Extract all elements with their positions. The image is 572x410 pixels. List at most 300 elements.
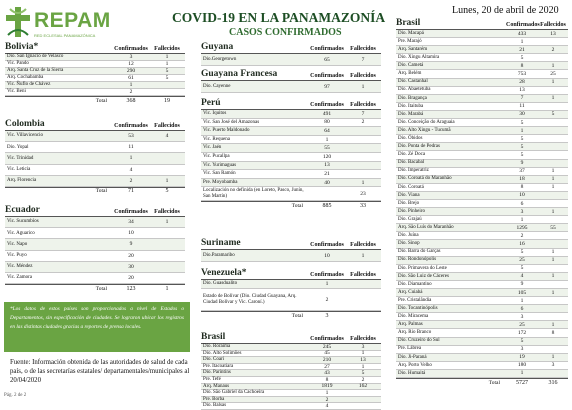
country-name: Guyana [201,42,234,52]
row-confirmados: 1 [520,370,524,377]
row-location: Dio. Alto Solimões [203,350,242,356]
table-row [396,79,568,87]
row-fallecidos: 13 [360,356,366,363]
row-confirmados: 34 [128,219,134,226]
row-location: Pre. Itacoatiara [203,363,234,369]
table-row [396,265,568,273]
col-confirmados: Confirmados [114,209,148,215]
row-fallecidos: 1 [551,176,555,183]
table-row [396,200,568,208]
row-confirmados: 8 [520,62,524,69]
row-fallecidos: 5 [361,370,365,377]
row-fallecidos: 1 [551,257,555,264]
total-label: Total [95,188,107,195]
row-confirmados: 18 [519,176,525,183]
row-confirmados: 65 [324,56,330,63]
row-location: Dio. Roraima [203,344,231,350]
row-location: Arq. Cochabamba [7,75,44,81]
row-fallecidos: 5 [165,68,169,74]
country-name: Perú [201,98,221,108]
table-row [396,192,568,200]
table-row [5,54,185,61]
table-row [5,273,185,284]
row-confirmados: 120 [322,153,332,160]
row-confirmados: 12 [128,61,134,67]
row-location: Vic. Requena [203,136,230,142]
section-header [201,42,381,54]
row-confirmados: 40 [324,179,330,186]
row-location: Vic. Méndez [7,264,33,270]
table-row [396,54,568,62]
row-location: Pre. Cristalândia [398,297,432,303]
row-location: Arq. Cuiabá [398,289,423,295]
table-row [396,297,568,305]
row-confirmados: 1 [325,281,329,287]
row-location: Arq. Belém [398,71,422,77]
row-location: Dio. São Gabriel da Cachoeira [203,390,265,396]
row-fallecidos: 1 [361,363,365,370]
section-header [201,98,381,110]
table-row [201,289,381,311]
country-name: Suriname [201,238,241,248]
total-row [201,201,381,209]
table-row [201,81,381,93]
table-row [201,127,381,136]
row-confirmados: 433 [517,30,527,37]
row-confirmados: 5 [520,143,524,150]
row-location: Arq. São Luís do Maranhão [398,225,454,231]
table-row [396,184,568,192]
table-row [396,119,568,127]
table-row [5,142,185,153]
row-fallecidos: 1 [551,184,555,191]
row-fallecidos: 1 [361,83,365,90]
table-row [396,313,568,321]
row-confirmados: 20 [128,252,134,259]
row-confirmados: 491 [322,110,332,117]
total-row [396,378,568,386]
row-location: Pre. Lábrea [398,346,422,352]
table-row [396,160,568,168]
row-confirmados: 55 [324,145,330,152]
row-location: Dio. Tocantinópolis [398,305,438,311]
row-location: Dio. Cayenne [203,83,231,89]
row-confirmados: 290 [126,68,136,74]
row-location: Dio. Alto Xingu - Tucumã [398,127,451,133]
row-confirmados: 13 [324,162,330,169]
section-header [5,42,185,54]
row-location: Dio. Sinop [398,241,420,247]
row-fallecidos: 8 [551,330,555,337]
table-row [5,228,185,239]
row-location: Arq. Rio Branco [398,330,432,336]
row-fallecidos: 1 [165,219,169,226]
table-row [201,280,381,289]
table-row [396,346,568,354]
row-confirmados: 5 [520,265,524,272]
page-number: Pág. 2 de 2 [4,393,27,398]
row-fallecidos: 13 [550,30,556,37]
report-date: Lunes, 20 de abril de 2020 [452,5,559,16]
table-row [5,75,185,82]
row-fallecidos: 7 [361,110,365,117]
row-fallecidos: 3 [551,362,555,369]
row-location: Dio. Castanhal [398,79,428,85]
section-venezuela [201,268,381,319]
total-row [5,284,185,292]
country-name: Venezuela* [201,268,247,278]
col-fallecidos: Fallecidos [154,123,180,129]
table-row [396,370,568,378]
row-confirmados: 25 [519,257,525,264]
row-confirmados: 1 [520,127,524,134]
row-confirmados: 21 [519,46,525,53]
total-fallecidos: 19 [164,97,170,104]
section-guyana_fr [201,69,381,93]
row-location: Dio. Grajaú [398,216,422,222]
row-confirmados: 5 [520,338,524,345]
row-location: Dio. Balsas [203,403,227,409]
row-confirmados: 13 [519,87,525,94]
row-fallecidos: 55 [550,224,556,231]
row-fallecidos: 1 [361,252,365,259]
table-row [396,257,568,265]
row-location: Vic. Puyo [7,252,27,258]
page-subtitle: CASOS CONFIRMADOS [229,27,342,38]
total-label: Total [291,312,303,319]
country-name: Brasil [201,332,226,342]
col-confirmados: Confirmados [114,123,148,129]
row-location: Dio. Bragança [398,95,427,101]
row-fallecidos: 1 [551,79,555,86]
row-location: Dio.Georgetown [203,56,237,62]
row-fallecidos: 1 [551,354,555,361]
col-confirmados: Confirmados [310,46,344,52]
row-location: Dio. Xingu Altamira [398,55,440,61]
country-name: Ecuador [5,205,40,215]
row-location: Dio. Brejo [398,200,420,206]
row-confirmados: 7 [520,95,524,102]
table-row [396,305,568,313]
row-location: Pre. Marajó [398,38,422,44]
table-row [396,354,568,362]
table-row [396,87,568,95]
total-fallecidos: 5 [165,188,169,195]
row-fallecidos: 1 [551,249,555,256]
row-confirmados: 3 [520,313,524,320]
table-row [396,168,568,176]
table-row [396,143,568,151]
table-row [5,61,185,68]
table-row [396,176,568,184]
row-confirmados: 5 [520,54,524,61]
row-location: Dio. Macapá [398,30,424,36]
table-row [396,70,568,78]
row-confirmados: 4 [325,403,329,410]
row-location: Dio. São Luiz de Cáceres [398,273,449,279]
row-location: Vic. Puerto Maldonado [203,128,250,134]
row-location: Dio. Coari [203,357,225,363]
col-confirmados: Confirmados [114,46,148,52]
row-fallecidos: 1 [551,62,555,69]
row-confirmados: 6 [520,305,524,312]
table-row [396,240,568,248]
repam-cross-icon [4,5,32,39]
row-location: Pre. Tefé [203,377,221,383]
table-row [396,362,568,370]
table-row [5,153,185,164]
country-name: Guayana Francesa [201,69,278,79]
row-confirmados: 10 [128,230,134,237]
table-row [396,62,568,70]
row-confirmados: 10 [324,252,330,259]
row-confirmados: 1295 [516,224,528,231]
row-confirmados: 4 [129,166,133,173]
section-header [201,332,381,344]
table-row [396,38,568,46]
row-confirmados: 30 [519,111,525,118]
row-location: Vic. Aguarico [7,230,35,236]
row-confirmados: 105 [517,289,527,296]
table-row [201,162,381,171]
row-fallecidos: 2 [361,119,365,126]
row-location: Vic. San José del Amazonas [203,119,260,125]
table-row [5,82,185,89]
row-fallecidos: 1 [551,95,555,102]
row-location: Vic. San Ramón [203,171,236,177]
row-fallecidos: 1 [551,208,555,215]
col-fallecidos: Fallecidos [350,336,376,342]
row-location: Vic. Pando [7,61,29,67]
row-fallecidos: 1 [551,289,555,296]
row-confirmados: 3 [520,346,524,353]
table-row [201,397,381,404]
table-row [5,68,185,75]
row-location: Arq. Santarém [398,46,428,52]
table-row [396,321,568,329]
row-fallecidos: 5 [551,111,555,118]
row-fallecidos: 23 [360,190,366,197]
row-confirmados: 2 [520,232,524,239]
col-fallecidos: Fallecidos [154,46,180,52]
section-brasil2 [396,18,568,386]
row-confirmados: 753 [517,71,527,78]
row-fallecidos: 4 [165,133,169,140]
section-header [5,119,185,131]
source-note: Fuente: Información obtenida de las autoridades de salud de cada país, o de las secretarías estatales/ departamentales/municipales al 20/04/2020 [10,359,190,384]
repam-logo [4,3,112,41]
table-row [396,249,568,257]
total-row [5,187,185,195]
total-label: Total [488,379,500,386]
table-row [5,251,185,262]
row-location: Vic. Yurimaguas [203,162,237,168]
total-label: Total [291,202,303,209]
row-confirmados: 37 [519,168,525,175]
row-location: Dio. Imperatriz [398,168,429,174]
table-row [396,46,568,54]
row-confirmados: 5 [520,249,524,256]
row-confirmados: 1 [520,216,524,223]
row-location: Dio. Coroatá [398,184,424,190]
col-confirmados: Confirmados [310,73,344,79]
row-fallecidos: 1 [165,54,169,60]
row-fallecidos: 162 [358,383,368,390]
table-row [201,250,381,262]
row-confirmados: 45 [324,350,330,357]
section-header [201,238,381,250]
row-confirmados: 8 [325,376,329,383]
total-fallecidos: 316 [548,379,558,386]
table-row [396,273,568,281]
table-row [396,329,568,337]
table-row [201,179,381,188]
total-label: Total [95,97,107,104]
total-row [201,311,381,319]
data-note: *Los datos de estos países son proporcionados a nivel de Estados o Departamentos, sin especificación de ciudades. Se lograron ubicar los registros en las distintas ciudades gracias a reportes de prensa locales. [4,302,190,352]
row-location: Vic. Jaén [203,145,222,151]
col-fallecidos: Fallecidos [350,102,376,108]
row-confirmados: 1 [129,155,133,162]
row-location: Estado de Bolívar (Dio. Ciudad Guayana, Arq. Ciudad Bolívar y Vic. Caroní.) [203,294,297,305]
row-confirmados: 180 [517,362,527,369]
row-fallecidos: 5 [165,75,169,81]
country-name: Bolivia* [5,42,39,52]
row-location: Vic. Iquitos [203,111,227,117]
col-fallecidos: Fallecidos [350,272,376,278]
row-confirmados: 80 [324,119,330,126]
row-confirmados: 28 [519,79,525,86]
table-row [396,103,568,111]
row-fallecidos: 1 [165,61,169,67]
total-confirmados: 123 [126,285,136,292]
col-confirmados: Confirmados [506,22,540,28]
row-fallecidos: 1 [361,350,365,357]
row-confirmados: 2 [129,89,133,95]
col-fallecidos: Fallecidos [350,242,376,248]
row-fallecidos: 1 [551,168,555,175]
country-name: Brasil [396,18,421,28]
section-guyana [201,42,381,66]
section-suriname [201,238,381,262]
row-location: Dio. Guasdualito [203,281,238,287]
row-confirmados: 1 [325,389,329,396]
row-confirmados: 172 [517,330,527,337]
row-confirmados: 1 [325,136,329,143]
row-location: Vic. Villavicencio [7,133,43,139]
total-fallecidos: 1 [165,285,169,292]
row-confirmados: 11 [519,103,525,110]
row-location: Dio. Coroatá do Maranhão [398,176,452,182]
row-confirmados: 1 [520,297,524,304]
row-confirmados: 5 [520,119,524,126]
section-header [5,205,185,217]
row-location: Vic. Sucumbíos [7,219,39,225]
row-fallecidos: 25 [550,71,556,78]
total-fallecidos: 33 [360,202,366,209]
col-fallecidos: Fallecidos [350,46,376,52]
row-confirmados: 9 [520,160,524,167]
table-row [5,131,185,142]
col-confirmados: Confirmados [310,102,344,108]
row-location: Vic. Napo [7,241,28,247]
total-row [5,96,185,104]
row-confirmados: 2 [325,296,329,303]
row-confirmados: 97 [324,83,330,90]
table-row [5,239,185,250]
row-confirmados: 27 [324,363,330,370]
col-fallecidos: Fallecidos [154,209,180,215]
row-confirmados: 30 [128,263,134,270]
row-confirmados: 5 [520,135,524,142]
table-row [396,338,568,346]
total-confirmados: 3 [325,312,329,319]
row-location: Pre. Moyobamba [203,179,238,185]
row-confirmados: 2 [325,396,329,403]
table-row [396,135,568,143]
total-confirmados: 368 [126,97,136,104]
row-confirmados: 10 [519,192,525,199]
row-location: Vic. Trinidad [7,155,34,161]
row-fallecidos: 1 [361,179,365,186]
table-row [201,153,381,162]
row-location: Vic. Pucallpa [203,154,230,160]
row-confirmados: 3 [129,54,133,60]
row-confirmados: 210 [322,356,332,363]
row-confirmados: 1819 [321,383,333,390]
row-confirmados: 43 [324,370,330,377]
row-location: Dio. Conceição do Araguaia [398,119,455,125]
row-location: Dio. San Ignacio de Velasco [7,54,64,60]
row-location: Arq. Manaus [203,383,230,389]
row-location: Dio. Yopal [7,144,29,150]
table-row [396,224,568,232]
row-location: Arq. Santa Cruz de la Sierra [7,68,64,74]
row-location: Dio. Itaituba [398,103,424,109]
table-row [396,208,568,216]
row-location: Dio. Zé Doca [398,152,426,158]
row-location: Dio. Diamantino [398,281,432,287]
col-fallecidos: Fallecidos [350,73,376,79]
table-row [5,176,185,187]
table-row [5,89,185,96]
table-row [201,170,381,179]
row-location: Dio. Juína [398,233,419,239]
row-location: Arq. Florencia [7,178,37,184]
section-header [396,18,568,30]
table-row [396,127,568,135]
total-confirmados: 71 [128,188,134,195]
row-confirmados: 3 [520,208,524,215]
row-location: Arq. Porto Velho [398,362,432,368]
col-fallecidos: Fallecidos [540,22,566,28]
table-row [5,217,185,228]
row-location: Dio. Abaetetuba [398,87,431,93]
row-confirmados: 245 [322,343,332,350]
logo-wordmark: REPAM [34,9,111,32]
row-location: Dio. Miracema [398,314,429,320]
row-location: Pre. Borba [203,396,225,402]
table-row [201,390,381,397]
row-location: Dio. Parintins [203,370,231,376]
table-row [201,187,381,201]
row-confirmados: 19 [519,354,525,361]
row-confirmados: 1 [129,82,133,88]
row-confirmados: 9 [129,241,133,248]
table-row [201,144,381,153]
country-name: Colombia [5,119,45,129]
row-fallecidos: 2 [361,376,365,383]
